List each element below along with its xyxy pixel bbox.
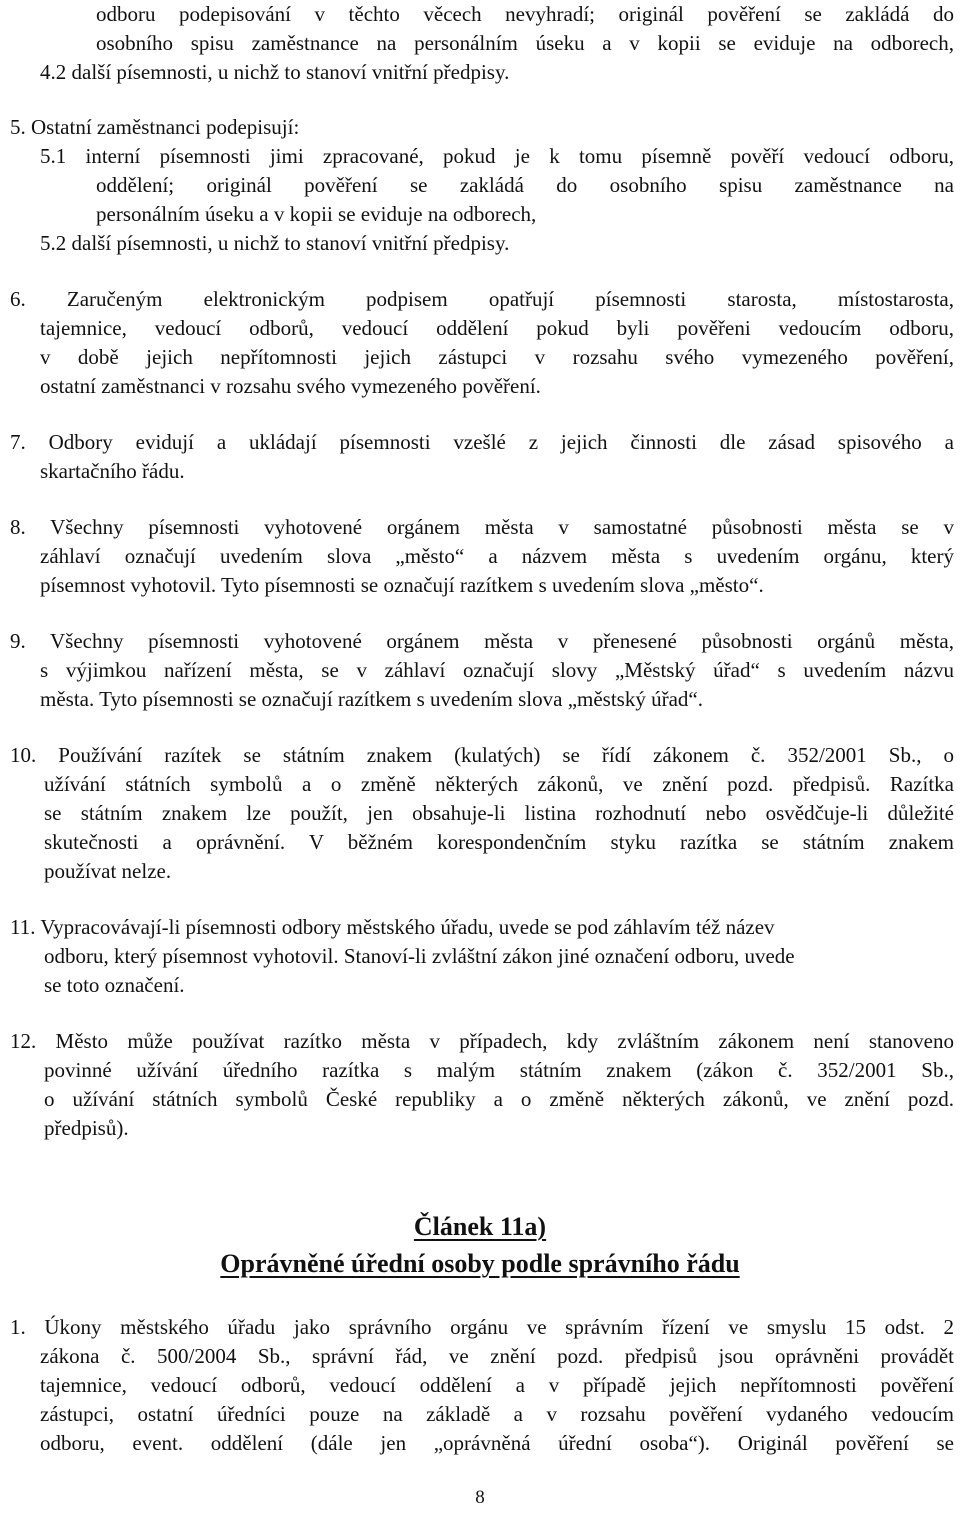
- paragraph-line: odboru, event. oddělení (dále jen „oprávněná úřední osoba“). Originál pověření se: [40, 1431, 954, 1455]
- list-item-article-1: 1. Úkony městského úřadu jako správního orgánu ve správním řízení ve smyslu 15 odst. 2: [10, 1315, 954, 1339]
- list-item-5: 5. Ostatní zaměstnanci podepisují:: [10, 115, 300, 139]
- list-item-6: 6. Zaručeným elektronickým podpisem opatřují písemnosti starosta, místostarosta,: [10, 287, 954, 311]
- paragraph-line: záhlaví označují uvedením slova „město“ a názvem města s uvedením orgánu, který: [40, 544, 954, 568]
- list-item-5-1: 5.1 interní písemnosti jimi zpracované, pokud je k tomu písemně pověří vedoucí odboru,: [40, 144, 954, 168]
- paragraph-line: skartačního řádu.: [40, 459, 185, 483]
- paragraph-line: osobního spisu zaměstnance na personálním úseku a v kopii se eviduje na odborech,: [96, 31, 954, 55]
- list-item-7: 7. Odbory evidují a ukládají písemnosti vzešlé z jejich činnosti dle zásad spisového a: [10, 430, 954, 454]
- paragraph-line: s výjimkou nařízení města, se v záhlaví označují slovy „Městský úřad“ s uvedením názvu: [40, 658, 954, 682]
- article-title: Článek 11a): [413, 1212, 547, 1241]
- paragraph-line: tajemnice, vedoucí odborů, vedoucí oddělení a v případě jejich nepřítomnosti pověření: [40, 1373, 954, 1397]
- article-subtitle: Oprávněné úřední osoby podle správního řádu: [220, 1249, 740, 1278]
- paragraph-line: odboru, který písemnost vyhotovil. Stanoví-li zvláštní zákon jiné označení odboru, uvede: [44, 944, 795, 968]
- paragraph-line: v době jejich nepřítomnosti jejich zástupci v rozsahu svého vymezeného pověření,: [40, 345, 954, 369]
- list-item-4-2: 4.2 další písemnosti, u nichž to stanoví vnitřní předpisy.: [40, 60, 510, 84]
- list-item-5-2: 5.2 další písemnosti, u nichž to stanoví vnitřní předpisy.: [40, 231, 510, 255]
- paragraph-line: se toto označení.: [44, 973, 185, 997]
- paragraph-line: zástupci, ostatní úředníci pouze na základě a v rozsahu pověření vydaného vedoucím: [40, 1402, 954, 1426]
- list-item-12: 12. Město může používat razítko města v případech, kdy zvláštním zákonem není stanoveno: [10, 1029, 954, 1053]
- paragraph-line: odboru podepisování v těchto věcech nevyhradí; originál pověření se zakládá do: [96, 2, 954, 26]
- paragraph-line: města. Tyto písemnosti se označují razítkem s uvedením slova „městský úřad“.: [40, 687, 703, 711]
- paragraph-line: písemnost vyhotovil. Tyto písemnosti se označují razítkem s uvedením slova „město“.: [40, 573, 764, 597]
- list-item-8: 8. Všechny písemnosti vyhotovené orgánem města v samostatné působnosti města se v: [10, 515, 954, 539]
- page-number: 8: [475, 1487, 485, 1508]
- paragraph-line: povinné užívání úředního razítka s malým státním znakem (zákon č. 352/2001 Sb.,: [44, 1058, 954, 1082]
- list-item-10: 10. Používání razítek se státním znakem (kulatých) se řídí zákonem č. 352/2001 Sb., o: [10, 743, 954, 767]
- list-item-11: 11. Vypracovávají-li písemnosti odbory městského úřadu, uvede se pod záhlavím též název: [10, 915, 775, 939]
- paragraph-line: ostatní zaměstnanci v rozsahu svého vymezeného pověření.: [40, 374, 541, 398]
- paragraph-line: zákona č. 500/2004 Sb., správní řád, ve znění pozd. předpisů jsou oprávněni provádět: [40, 1344, 954, 1368]
- paragraph-line: používat nelze.: [44, 859, 172, 883]
- paragraph-line: oddělení; originál pověření se zakládá do osobního spisu zaměstnance na: [96, 173, 954, 197]
- paragraph-line: personálním úseku a v kopii se eviduje na odborech,: [96, 202, 537, 226]
- paragraph-line: předpisů).: [44, 1116, 129, 1140]
- list-item-9: 9. Všechny písemnosti vyhotovené orgánem města v přenesené působnosti orgánů města,: [10, 629, 954, 653]
- paragraph-line: tajemnice, vedoucí odborů, vedoucí oddělení pokud byli pověřeni vedoucím odboru,: [40, 316, 954, 340]
- paragraph-line: užívání státních symbolů a o změně některých zákonů, ve znění pozd. předpisů. Razítka: [44, 772, 954, 796]
- paragraph-line: skutečnosti a oprávnění. V běžném korespondenčním styku razítka se státním znakem: [44, 830, 954, 854]
- paragraph-line: o užívání státních symbolů České republiky a o změně některých zákonů, ve znění pozd.: [44, 1087, 954, 1111]
- paragraph-line: se státním znakem lze použít, jen obsahuje-li listina rozhodnutí nebo osvědčuje-li důležité: [44, 801, 954, 825]
